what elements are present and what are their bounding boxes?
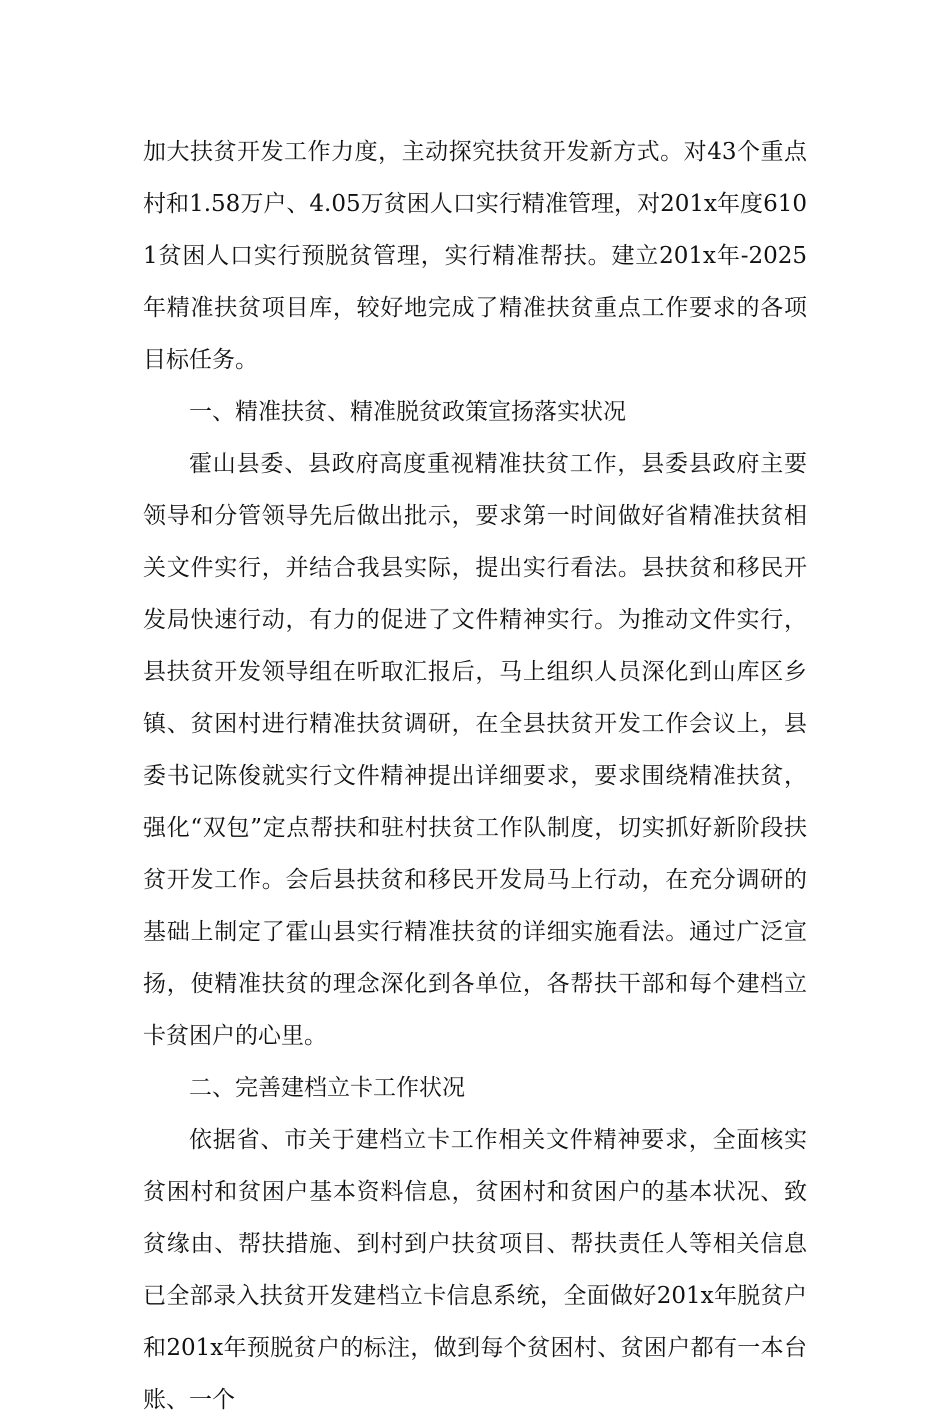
section-heading-1: 一、精准扶贫、精准脱贫政策宣扬落实状况 <box>189 399 626 425</box>
document-body <box>143 126 807 1426</box>
section-heading-2: 二、完善建档立卡工作状况 <box>189 1075 465 1101</box>
paragraph-policy: 霍山县委、县政府高度重视精准扶贫工作，县委县政府主要领导和分管领导先后做出批示，要求第一时间做好省精准扶贫相关文件实行，并结合我县实际，提出实行看法。县扶贫和移民开发局快速行动，有力的促进了文件精神实行。为推动文件实行，县扶贫开发领导组在听取汇报后，马上组织人员深化到山库区乡镇、贫困村进行精准扶贫调研，在全县扶贫开发工作会议上，县委书记陈俊就实行文件精神提出详细要求，要求围绕精准扶贫，强化“双包”定点帮扶和驻村扶贫工作队制度，切实抓好新阶段扶贫开发工作。会后县扶贫和移民开发局马上行动，在充分调研的基础上制定了霍山县实行精准扶贫的详细实施看法。通过广泛宣扬，使精准扶贫的理念深化到各单位，各帮扶干部和每个建档立卡贫困户的心里。 <box>143 451 807 1049</box>
paragraph-intro: 加大扶贫开发工作力度，主动探究扶贫开发新方式。对43个重点村和1.58万户、4.05万贫困人口实行精准管理，对201x年度6101贫困人口实行预脱贫管理，实行精准帮扶。建立201x年-2025年精准扶贫项目库，较好地完成了精准扶贫重点工作要求的各项目标任务。 <box>143 139 807 373</box>
paragraph-registration: 依据省、市关于建档立卡工作相关文件精神要求，全面核实贫困村和贫困户基本资料信息，贫困村和贫困户的基本状况、致贫缘由、帮扶措施、到村到户扶贫项目、帮扶责任人等相关信息已全部录入扶贫开发建档立卡信息系统，全面做好201x年脱贫户和201x年预脱贫户的标注，做到每个贫困村、贫困户都有一本台账、一个 <box>143 1127 807 1413</box>
